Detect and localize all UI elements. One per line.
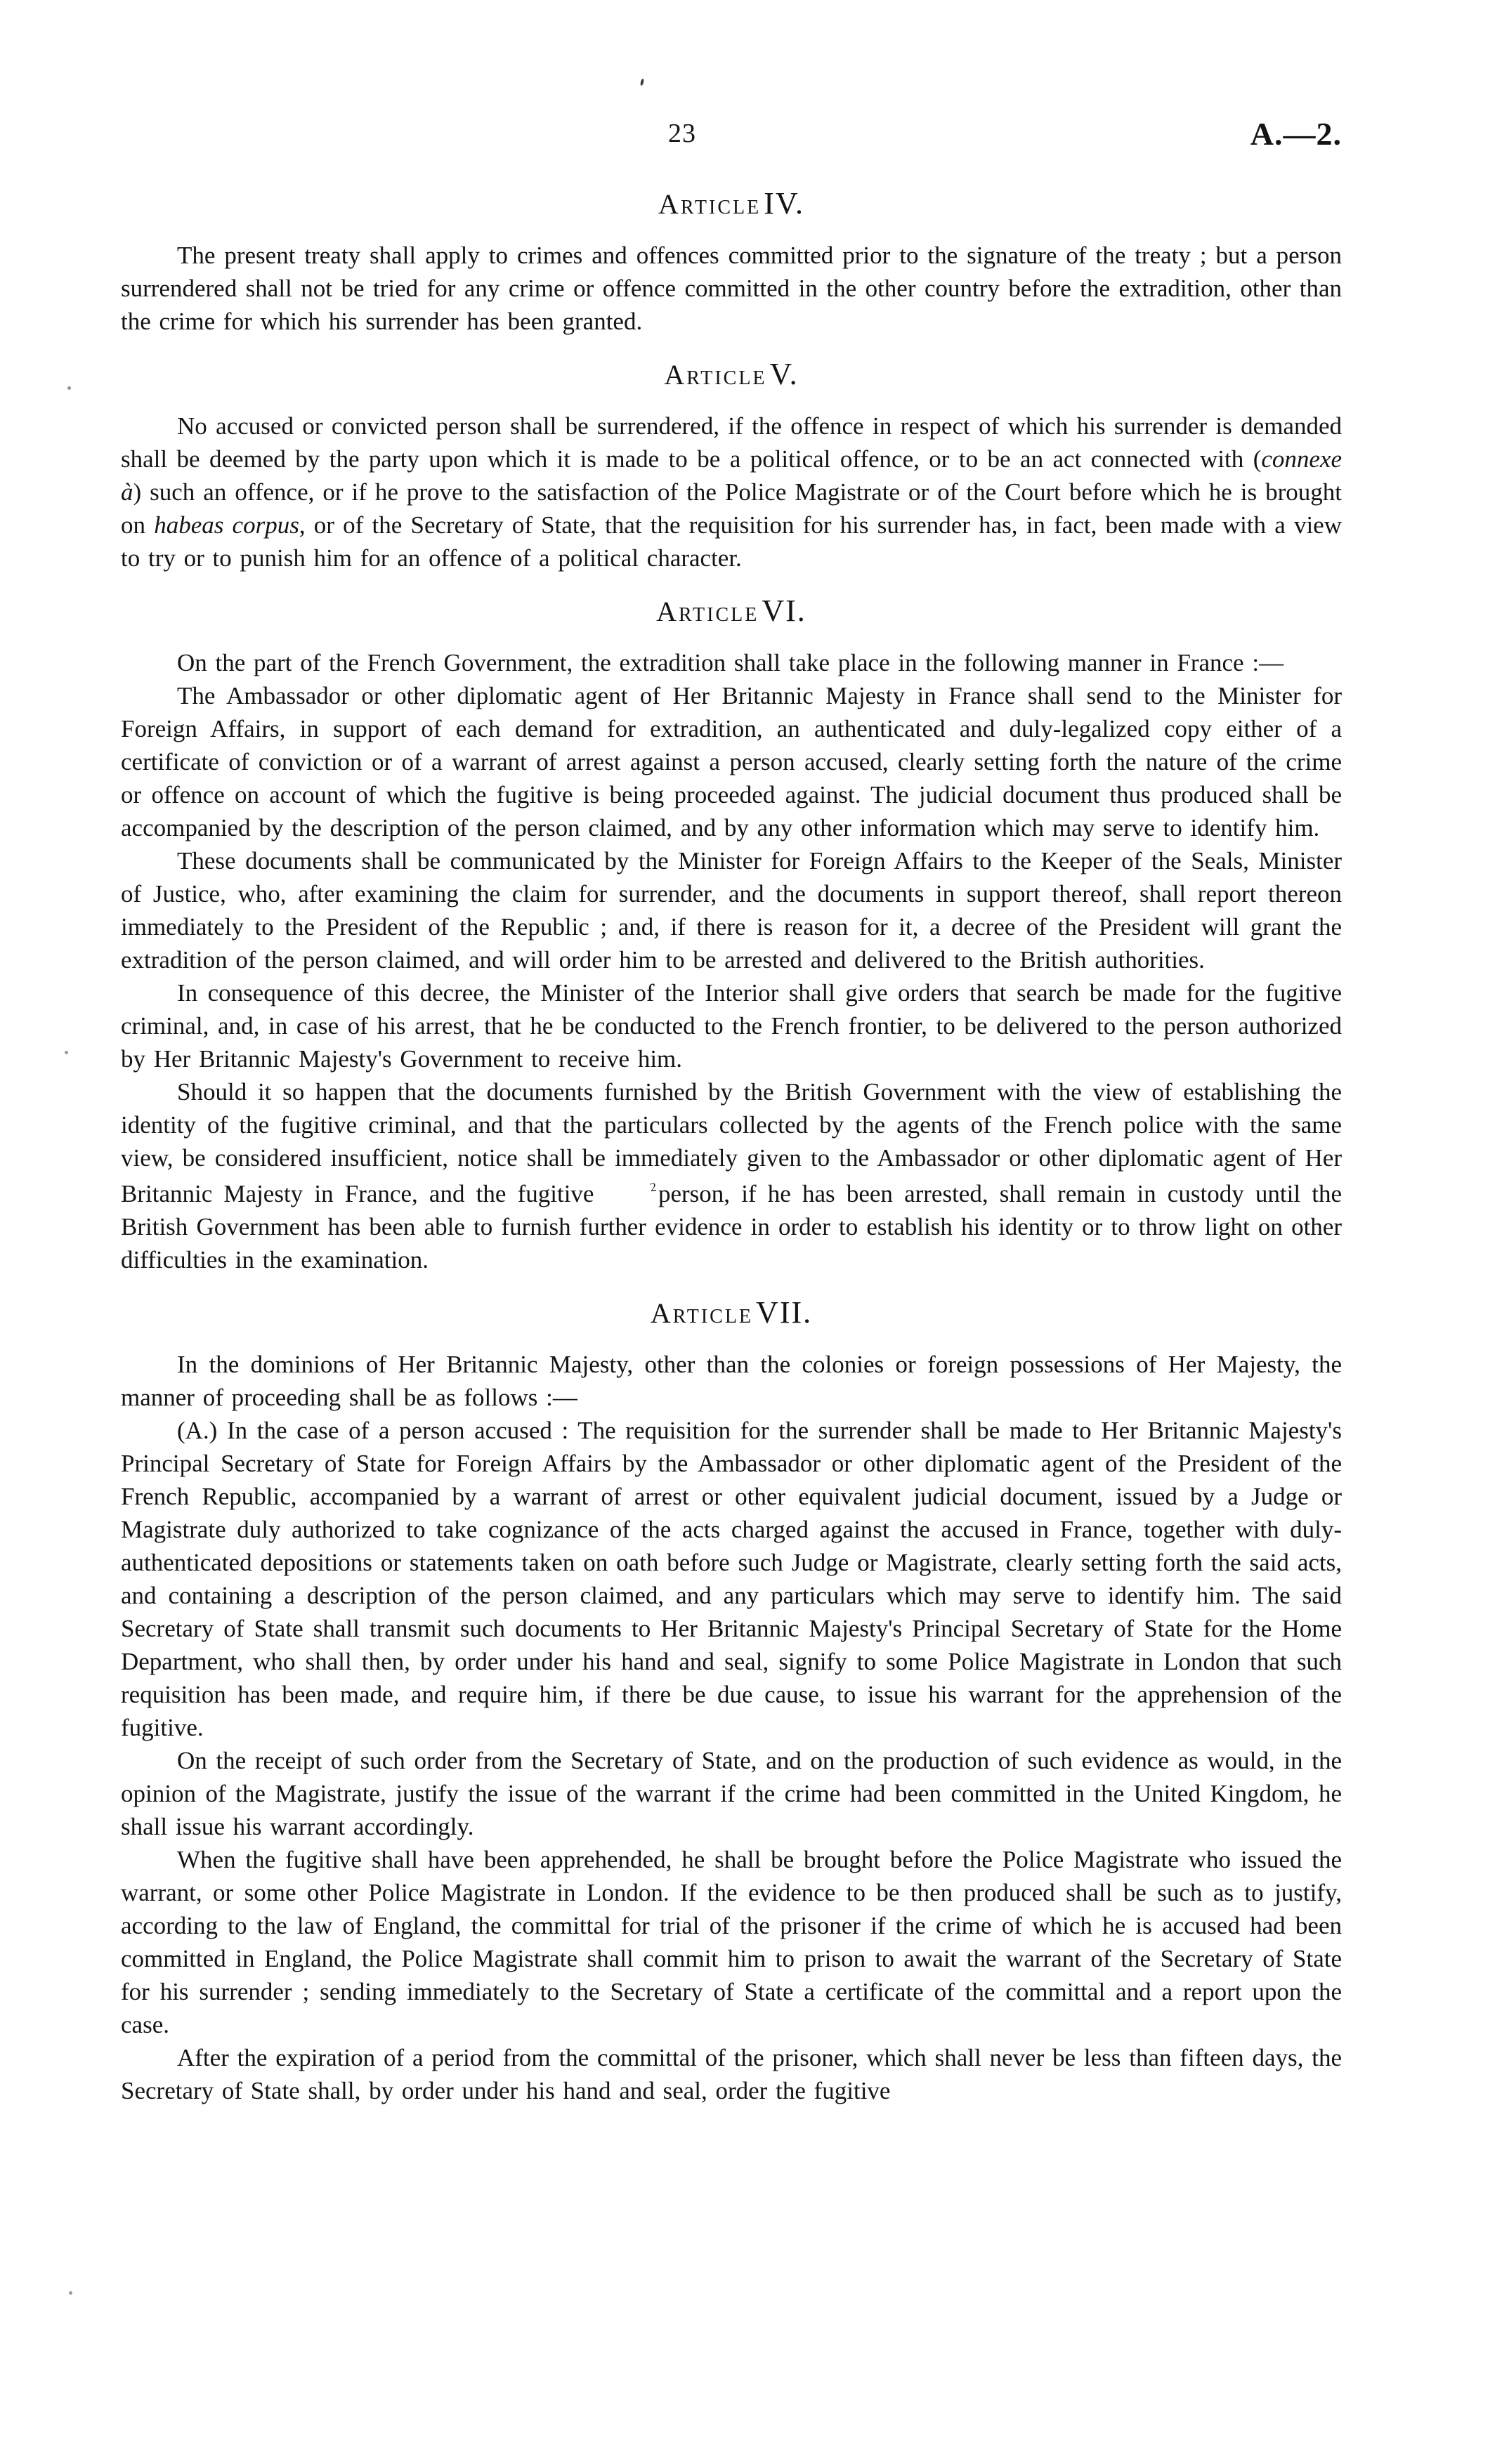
- article-7-paragraph-1: In the dominions of Her Britannic Majesty, other than the colonies or foreign possessions of Her Majesty, the manner of proceeding shall be as follows :—: [121, 1351, 1342, 1411]
- article-heading-word: Article: [664, 359, 767, 391]
- paragraph-text-run: , or of the Secretary of State, that the requisition for his surrender has, in fact, been made with a view to try or to punish him for an offence of a political character.: [121, 511, 1342, 572]
- article-6-paragraph-1: On the part of the French Government, the extradition shall take place in the following manner in France :—: [177, 649, 1284, 676]
- article-heading-numeral: VII.: [756, 1295, 813, 1330]
- paragraph-text-run: ) such an offence, or if he prove to the satisfaction of the Police Magistrate or of the Court before which he is brought on: [121, 478, 1342, 539]
- article-7-heading: [121, 1295, 1342, 1338]
- article-7-paragraph-3: On the receipt of such order from the Secretary of State, and on the production of such evidence as would, in the opinion of the Magistrate, justify the issue of the warrant if the crime had been committed in the United Kingdom, he shall issue his warrant accordingly.: [121, 1747, 1342, 1840]
- article-6-paragraph-4: In consequence of this decree, the Minister of the Interior shall give orders that search be made for the fugitive criminal, and, in case of his arrest, that he be conducted to the French frontier, to be delivered to the person authorized by Her Britannic Majesty's Government to receive him.: [121, 979, 1342, 1073]
- article-4-heading: [121, 185, 1342, 229]
- article-6-heading: [121, 593, 1342, 636]
- paragraph-text-run: Should it so happen that the documents furnished by the British Government with the view of establishing the identity of the fugitive criminal, and that the particulars collected by the agents of the French police with the same view, be considered insufficient, notice shall be immediately given to the Ambassador or other diplomatic agent of Her Britannic Majesty in France, and the fugitive: [121, 1078, 1342, 1207]
- paragraph-text-run: No accused or convicted person shall be surrendered, if the offence in respect of which his surrender is demanded shall be deemed by the party upon which it is made to be a political offence, or to be an act connected with (: [121, 412, 1342, 473]
- article-heading-numeral: V.: [769, 357, 799, 391]
- article-heading-numeral: IV.: [764, 186, 804, 221]
- article-heading-word: Article: [650, 1297, 754, 1329]
- press-figure-mark: 2: [649, 1179, 658, 1194]
- article-7-paragraph-2: (A.) In the case of a person accused : The requisition for the surrender shall be made to Her Britannic Majesty's Principal Secretary of State for Foreign Affairs by the Ambassador or other diplomatic agent of the President of the French Republic, accompanied by a warrant of arrest or other equivalent judicial document, issued by a Judge or Magistrate duly authorized to take cognizance of the acts charged against the accused in France, together with duly-authenticated depositions or statements taken on oath before such Judge or Magistrate, clearly setting forth the said acts, and containing a description of the person claimed, and any particulars which may serve to identify him. The said Secretary of State shall transmit such documents to Her Britannic Majesty's Principal Secretary of State for the Home Department, who shall then, by order under his hand and seal, signify to some Police Magistrate in London that such requisition has been made, and require him, if there be due cause, to issue his warrant for the apprehension of the fugitive.: [121, 1417, 1342, 1741]
- article-7-paragraph-4: When the fugitive shall have been apprehended, he shall be brought before the Police Magistrate who issued the warrant, or some other Police Magistrate in London. If the evidence to be then produced shall be such as to justify, according to the law of England, the committal for trial of the prisoner if the crime of which he is accused had been committed in England, the Police Magistrate shall commit him to prison to await the warrant of the Secretary of State for his surrender ; sending immediately to the Secretary of State a certificate of the committal and a report upon the case.: [121, 1846, 1342, 2038]
- ink-speck: [67, 386, 71, 390]
- ink-speck: [69, 2291, 72, 2295]
- article-4-paragraph-1: The present treaty shall apply to crimes and offences committed prior to the signature of the treaty ; but a person surrendered shall not be tried for any crime or offence committed in the other country before the extradition, other than the crime for which his surrender has been granted.: [121, 242, 1342, 335]
- page-number: 23: [668, 119, 696, 148]
- article-5-paragraph-1: [121, 409, 1342, 575]
- ink-speck: [65, 1051, 68, 1054]
- italic-phrase-habeas-corpus: habeas corpus: [154, 511, 299, 539]
- article-heading-word: Article: [656, 596, 759, 627]
- article-6-paragraph-2: The Ambassador or other diplomatic agent of Her Britannic Majesty in France shall send to the Minister for Foreign Affairs, in support of each demand for extradition, an authenticated and duly-legalized copy either of a certificate of conviction or of a warrant of arrest against a person accused, clearly setting forth the nature of the crime or offence on account of which the fugitive is being proceeded against. The judicial document thus produced shall be accompanied by the description of the person claimed, and by any other information which may serve to identify him.: [121, 682, 1342, 841]
- article-heading-word: Article: [658, 188, 762, 220]
- page-header: [121, 118, 1342, 157]
- ink-speck: [640, 79, 644, 86]
- article-5-heading: [121, 356, 1342, 400]
- italic-phrase-connexe-a: connexe à: [121, 445, 1342, 506]
- article-6-paragraph-5: [121, 1075, 1342, 1276]
- document-reference: A.—2.: [1250, 116, 1342, 152]
- article-7-paragraph-5: After the expiration of a period from the committal of the prisoner, which shall never be less than fifteen days, the Secretary of State shall, by order under his hand and seal, order the fugitive: [121, 2044, 1342, 2104]
- article-heading-numeral: VI.: [762, 594, 806, 628]
- paragraph-text-run: person, if he has been arrested, shall remain in custody until the British Government has been able to furnish further evidence in order to establish his identity or to throw light on other difficulties in the examination.: [121, 1180, 1342, 1273]
- article-6-paragraph-3: These documents shall be communicated by the Minister for Foreign Affairs to the Keeper of the Seals, Minister of Justice, who, after examining the claim for surrender, and the documents in support thereof, shall report thereon immediately to the President of the Republic ; and, if there is reason for it, a decree of the President will grant the extradition of the person claimed, and will order him to be arrested and delivered to the British authorities.: [121, 847, 1342, 974]
- document-body: [121, 167, 1342, 2107]
